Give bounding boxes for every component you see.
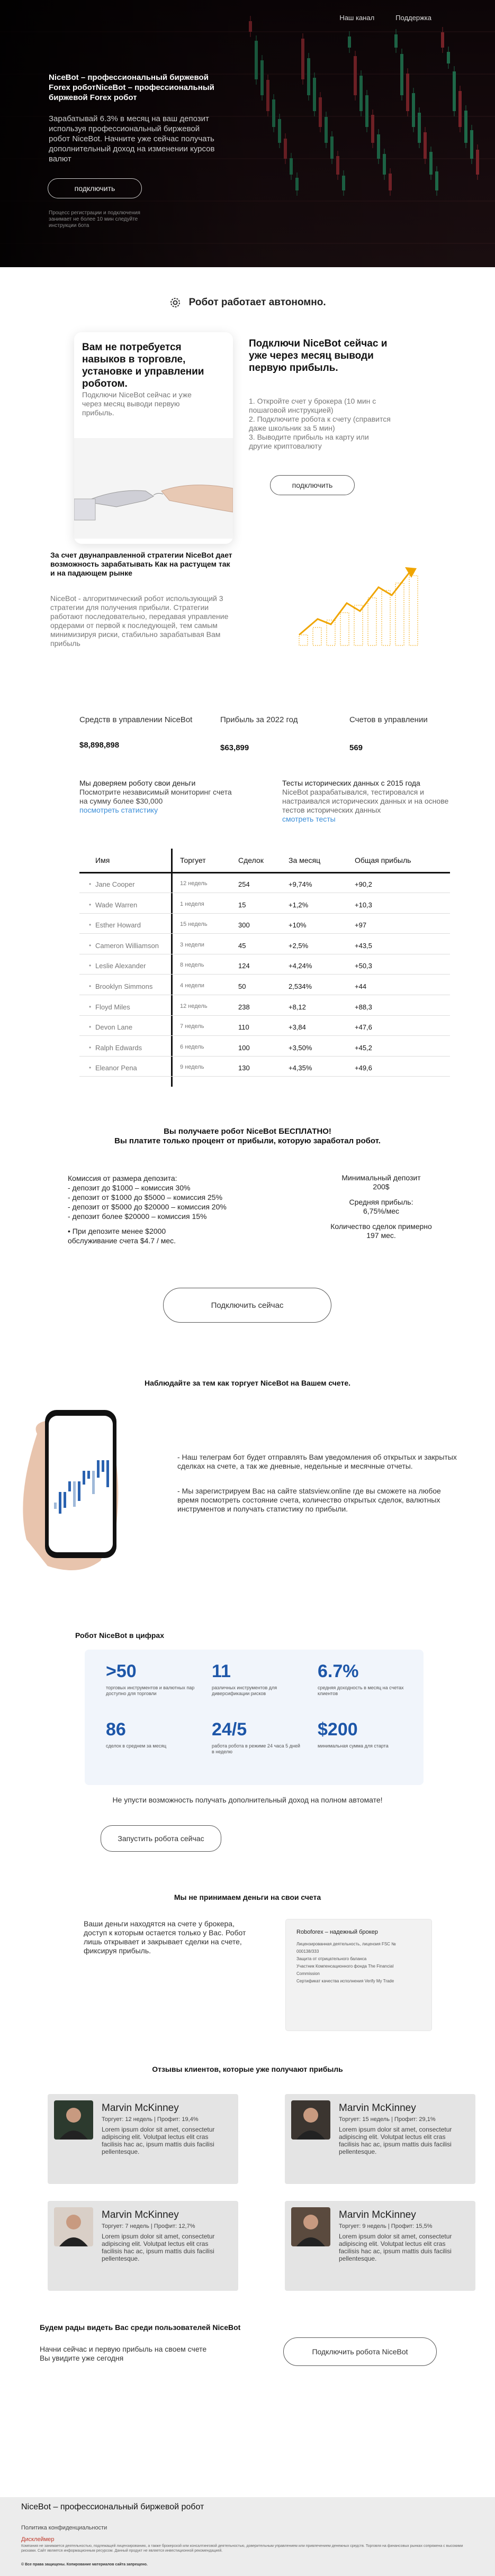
stat-tile <box>212 1661 302 1697</box>
table-cell: +1,2% <box>289 900 309 909</box>
min-deposit-value: 200$ <box>373 1182 390 1191</box>
table-header-rule <box>79 872 450 873</box>
stat-tile-value: 6.7% <box>318 1661 359 1681</box>
review-card <box>48 2201 238 2291</box>
disclaimer-text: Компания не занимается деятельностью, подлежащей лицензированию, а также брокерской или консалтинговой деятельностью, доверительным управлением или привлечением денежных средств. Торговля на финансовых рынках сопряжена с высокими рисками. Сайт является информационным ресурсом. Данный продукт не является инвестиционной рекомендацией. <box>21 2544 463 2553</box>
no-skills-text: Подключи NiceBot сейчас и уже через месяц выводи первую прибыль. <box>82 390 192 417</box>
growth-bar <box>395 583 404 645</box>
table-cell: +49,6 <box>355 1064 372 1072</box>
table-cell: +88,3 <box>355 1003 372 1011</box>
stat-accounts-value: 569 <box>349 743 363 752</box>
table-row <box>79 1060 450 1077</box>
growth-bar <box>368 598 376 645</box>
table-cell: 100 <box>238 1043 250 1052</box>
trust-right <box>282 779 457 824</box>
table-cell: 50 <box>238 982 246 990</box>
hero-note: Процесс регистрации и подключения занимает не более 10 мин следуйте инструкции бота <box>49 210 140 229</box>
connect-now-button[interactable]: Подключить сейчас <box>163 1288 331 1323</box>
stat-tile-value: 24/5 <box>212 1719 247 1740</box>
hero-title: NiceBot – профессиональный биржевой Forex роботNiceBot – профессиональный биржевой Forex робот <box>49 73 214 102</box>
table-cell: +47,6 <box>355 1023 372 1032</box>
numbers-note: Не упусти возможность получать дополнительный доход на полном автомате! <box>112 1796 383 1804</box>
table-header-cell: Сделок <box>238 856 264 864</box>
table-row <box>79 999 450 1016</box>
footer <box>0 2497 495 2576</box>
trust-right-text: NiceBot разрабатывался, тестировался и настраивался исторических данных и на основе тестов исторических данных <box>282 788 449 814</box>
stat-tile-value: >50 <box>106 1661 137 1681</box>
table-header-cell: Торгует <box>180 856 206 864</box>
cta-text: Начни сейчас и первую прибыль на своем счете Вы увидите уже сегодня <box>40 2345 207 2362</box>
table-cell: 15 недель <box>180 921 208 928</box>
strategy-title: За счет двунаправленной стратегии NiceBot дает возможность зарабатывать Как на растущем так и на падающем рынке <box>50 551 232 577</box>
table-cell: +3,84 <box>289 1023 306 1032</box>
table-cell: Eleanor Pena <box>95 1064 137 1072</box>
table-cell: +3,50% <box>289 1043 312 1052</box>
review-text: Lorem ipsum dolor sit amet, consectetur adipiscing elit. Volutpat lectus elit cras facilisis hac ac, ipsum mattis duis facilisi pellentesque. <box>102 2126 215 2155</box>
row-bullet-icon: • <box>89 1023 92 1031</box>
row-bullet-icon: • <box>89 880 92 888</box>
table-cell: 3 недели <box>180 941 204 948</box>
table-cell: +4,24% <box>289 962 312 970</box>
avatar <box>54 2207 93 2246</box>
review-name: Marvin McKinney <box>102 2209 179 2220</box>
no-skills-card <box>74 332 233 544</box>
table-cell: 124 <box>238 962 250 970</box>
table-cell: Esther Howard <box>95 921 141 930</box>
commission-title: Комиссия от размера депозита: <box>68 1174 177 1182</box>
stat-tile-value: 11 <box>212 1661 231 1681</box>
table-row <box>79 937 450 954</box>
table-cell: 8 недель <box>180 962 204 969</box>
avatar <box>291 2100 330 2140</box>
phone-candle <box>97 1460 100 1478</box>
phone-candle <box>87 1471 90 1479</box>
watch-point-1: - Наш телеграм бот будет отправлять Вам уведомления об открытых и закрытых сделках на счете, а так же дневные, недельные и месячные отчеты. <box>177 1453 457 1470</box>
money-title: Мы не принимаем деньги на свои счета <box>174 1893 321 1901</box>
table-row <box>79 1040 450 1057</box>
person-icon <box>54 2100 93 2140</box>
table-cell: +10,3 <box>355 900 372 909</box>
stat-tile <box>106 1719 196 1749</box>
nav-news-link[interactable]: Наш канал <box>339 14 375 22</box>
person-icon <box>54 2207 93 2246</box>
broker-card <box>286 1919 431 2031</box>
table-cell: 15 <box>238 900 246 909</box>
table-row <box>79 897 450 914</box>
table-cell: 1 неделя <box>180 900 204 907</box>
table-cell: Leslie Alexander <box>95 962 146 970</box>
table-cell: Cameron Williamson <box>95 941 159 950</box>
phone-candle <box>102 1460 104 1472</box>
review-name: Marvin McKinney <box>102 2102 179 2114</box>
watch-title: Наблюдайте за тем как торгует NiceBot на Вашем счете. <box>144 1379 351 1387</box>
stat-tile <box>318 1719 408 1749</box>
stat-managed-value: $8,898,898 <box>79 741 120 750</box>
table-cell: +4,35% <box>289 1064 312 1072</box>
free-stats <box>328 1173 434 1240</box>
table-cell: 12 недель <box>180 1003 208 1009</box>
table-cell: 4 недели <box>180 982 204 989</box>
commission-note: • При депозите менее $2000 обслуживание счета $4.7 / мес. <box>68 1227 176 1245</box>
table-cell: 130 <box>238 1064 250 1072</box>
table-cell: 9 недель <box>180 1064 204 1071</box>
review-text: Lorem ipsum dolor sit amet, consectetur adipiscing elit. Volutpat lectus elit cras facilisis hac ac, ipsum mattis duis facilisi pellentesque. <box>339 2126 452 2155</box>
table-cell: 6 недель <box>180 1043 204 1050</box>
table-row <box>79 876 450 893</box>
hero-text: Зарабатывай 6.3% в месяц на ваш депозит используя профессиональный биржевой робот NiceBot. Начните уже сейчас получать дополнительный доход на изменении курсов валют <box>49 114 215 163</box>
table-header-cell: Общая прибыль <box>355 856 411 864</box>
phone-candle <box>73 1481 76 1507</box>
commission-block <box>68 1173 237 1245</box>
table-cell: +97 <box>355 921 367 930</box>
table-cell: +2,5% <box>289 941 309 950</box>
table-cell: 7 недель <box>180 1023 204 1030</box>
row-bullet-icon: • <box>89 1064 92 1072</box>
stat-tile-caption: торговых инструментов и валютных пар доступно для торговли <box>106 1685 195 1696</box>
review-meta: Торгует: 9 недель | Профит: 15,5% <box>339 2223 433 2229</box>
table-row <box>79 958 450 975</box>
trust-left-text: Посмотрите независимый мониторинг счета на сумму более $30,000 <box>79 788 232 805</box>
table-cell: +44 <box>355 982 367 990</box>
stat-profit-label: Прибыль за 2022 год <box>220 715 298 724</box>
hero-connect-button[interactable]: подключить <box>48 178 142 198</box>
numbers-box <box>85 1650 424 1785</box>
growth-bar <box>299 635 308 645</box>
table-cell: 238 <box>238 1003 250 1011</box>
table-row <box>79 917 450 934</box>
connect-nicebot-button[interactable]: Подключить робота NiceBot <box>283 2337 437 2366</box>
stat-tile-value: $200 <box>318 1719 358 1740</box>
stat-tile-caption: средняя доходность в месяц на счетах клиентов <box>318 1685 404 1696</box>
launch-robot-button[interactable]: Запустить робота сейчас <box>101 1825 221 1852</box>
table-row <box>79 1019 450 1036</box>
table-cell: 300 <box>238 921 250 930</box>
table-cell: +10% <box>289 921 307 930</box>
watch-point-2: - Мы зарегистрируем Вас на сайте statsview.online где вы сможете на любое время посмотреть состояние счета, количество открытых сделок, валютных инструментов и получать статистику по прибыли. <box>177 1487 441 1513</box>
deals-value: 197 мес. <box>366 1231 396 1240</box>
broker-lines: Лицензированная деятельность, лицензия FSC № 000138/333 Защита от отрицательного баланса Участник Компенсационного фонда The Financial Commission Сертификат качества исполнения Verify My Trade <box>296 1942 396 1983</box>
row-bullet-icon: • <box>89 1043 92 1051</box>
review-name: Marvin McKinney <box>339 2209 416 2220</box>
table-cell: Floyd Miles <box>95 1003 130 1011</box>
table-cell: +8,12 <box>289 1003 306 1011</box>
phone-candle <box>59 1492 61 1514</box>
money-text: Ваши деньги находятся на счете у брокера, доступ к которым остается только у Вас. Робот лишь открывает и закрывает сделки на счете, фиксируя прибыль. <box>84 1919 246 1955</box>
top-nav <box>339 14 431 22</box>
growth-bar <box>382 590 390 645</box>
table-cell: 110 <box>238 1023 249 1032</box>
growth-chart-illustration <box>294 556 426 651</box>
phone-candle <box>92 1471 95 1494</box>
review-meta: Торгует: 7 недель | Профит: 12,7% <box>102 2223 195 2229</box>
free-subtitle: Вы платите только процент от прибыли, которую заработал робот. <box>114 1136 381 1145</box>
autonomy-title: Робот работает автономно. <box>188 297 326 308</box>
autonomy-heading <box>0 296 495 309</box>
table-cell: Jane Cooper <box>95 880 135 888</box>
hero-section <box>0 0 495 267</box>
phone-candle <box>106 1460 109 1487</box>
growth-bar <box>340 613 349 645</box>
traders-table <box>79 849 450 1087</box>
table-header-cell: За месяц <box>289 856 321 864</box>
row-bullet-icon: • <box>89 962 92 970</box>
review-text: Lorem ipsum dolor sit amet, consectetur adipiscing elit. Volutpat lectus elit cras facilisis hac ac, ipsum mattis duis facilisi pellentesque. <box>102 2233 215 2262</box>
row-bullet-icon: • <box>89 941 92 949</box>
table-cell: 45 <box>238 941 246 950</box>
privacy-policy-link[interactable]: Политика конфиденциальности <box>21 2525 107 2531</box>
stat-tile-caption: сделок в среднем за месяц <box>106 1743 167 1749</box>
table-header <box>79 856 450 870</box>
table-cell: 12 недель <box>180 880 208 887</box>
review-text: Lorem ipsum dolor sit amet, consectetur adipiscing elit. Volutpat lectus elit cras facilisis hac ac, ipsum mattis duis facilisi pellentesque. <box>339 2233 452 2262</box>
deals-label: Количество сделок примерно <box>330 1222 432 1231</box>
growth-bar <box>354 605 363 645</box>
trust-statistics-link[interactable]: посмотреть статистику <box>79 806 158 814</box>
stat-accounts-label: Счетов в управлении <box>349 715 428 724</box>
no-skills-title: Вам не потребуется навыков в торговле, установке и управлении роботом. <box>82 342 204 389</box>
stat-tile-caption: различных инструментов для диверсификации рисков <box>212 1685 277 1696</box>
trust-tests-link[interactable]: смотреть тесты <box>282 815 336 823</box>
stat-profit-value: $63,899 <box>220 743 249 752</box>
copyright: © Все права защищены. Копирование материалов сайта запрещено. <box>21 2563 148 2566</box>
person-icon <box>291 2100 330 2140</box>
review-meta: Торгует: 12 недель | Профит: 19,4% <box>102 2116 199 2123</box>
cta-title: Будем рады видеть Вас среди пользователей NiceBot <box>40 2323 241 2332</box>
phone-candle <box>68 1481 71 1491</box>
trust-left <box>79 779 233 815</box>
connect-card-button[interactable]: подключить <box>270 475 355 495</box>
table-cell: +50,3 <box>355 962 372 970</box>
phone-candle <box>83 1471 85 1485</box>
phone-candle <box>54 1503 57 1509</box>
table-cell: +9,74% <box>289 880 312 888</box>
row-bullet-icon: • <box>89 982 92 990</box>
reviews-title: Отзывы клиентов, которые уже получают прибыль <box>152 2065 343 2073</box>
review-card <box>48 2094 238 2184</box>
disclaimer-title: Дисклеймер <box>21 2536 55 2543</box>
stat-tile <box>212 1719 302 1755</box>
robot-hand-illustration <box>74 438 233 539</box>
stat-tile <box>106 1661 196 1697</box>
row-bullet-icon: • <box>89 900 92 908</box>
table-cell: +45,2 <box>355 1043 372 1052</box>
row-bullet-icon: • <box>89 1003 92 1011</box>
table-cell: 2,534% <box>289 982 312 990</box>
review-name: Marvin McKinney <box>339 2102 416 2114</box>
table-cell: Devon Lane <box>95 1023 133 1032</box>
review-card <box>285 2201 475 2291</box>
min-deposit-label: Минимальный депозит <box>341 1173 421 1182</box>
stat-managed-label: Средств в управлении NiceBot <box>79 715 193 724</box>
growth-bar <box>313 627 321 645</box>
table-cell: 254 <box>238 880 250 888</box>
avg-profit-label: Средняя прибыль: <box>349 1198 413 1206</box>
person-icon <box>291 2207 330 2246</box>
connect-card <box>249 338 408 517</box>
gear-icon <box>169 296 182 309</box>
stat-tile-caption: минимальная сумма для старта <box>318 1743 389 1749</box>
review-card <box>285 2094 475 2184</box>
table-cell: Brooklyn Simmons <box>95 982 153 990</box>
commission-lines: - депозит до $1000 – комиссия 30% - депозит от $1000 до $5000 – комиссия 25% - депозит от $5000 до $20000 – комиссия 20% - депозит более $20000 – комиссия 15% <box>68 1184 227 1221</box>
trust-right-title: Тесты исторических данных с 2015 года <box>282 779 420 787</box>
footer-title: NiceBot – профессиональный биржевой робот <box>21 2502 204 2511</box>
growth-bar <box>409 576 418 645</box>
table-row <box>79 978 450 995</box>
avatar <box>54 2100 93 2140</box>
phone-candle <box>78 1481 80 1501</box>
phone-hand-illustration <box>16 1402 154 1582</box>
table-cell: +43,5 <box>355 941 372 950</box>
trust-left-title: Мы доверяем роботу свои деньги <box>79 779 196 787</box>
stat-tile <box>318 1661 408 1697</box>
broker-title: Roboforex – надежный брокер <box>296 1929 378 1935</box>
table-cell: +90,2 <box>355 880 372 888</box>
free-title: Вы получаете робот NiceBot БЕСПЛАТНО! <box>164 1127 331 1136</box>
nav-support-link[interactable]: Поддержка <box>395 14 431 22</box>
phone-candle <box>64 1492 66 1508</box>
stat-tile-caption: работа робота в режиме 24 часа 5 дней в неделю <box>212 1743 300 1754</box>
stat-tile-value: 86 <box>106 1719 126 1740</box>
review-meta: Торгует: 15 недель | Профит: 29,1% <box>339 2116 436 2123</box>
numbers-title: Робот NiceBot в цифрах <box>75 1631 165 1640</box>
table-header-cell: Имя <box>95 856 110 864</box>
avatar <box>291 2207 330 2246</box>
strategy-text: NiceBot - алгоритмический робот использующий 3 стратегии для получения прибыли. Стратегии работают последовательно, передавая управление ордерами от первой к последующей, тем самым минимизируя риски, стабильно зарабатывая Вам прибыль <box>50 594 229 648</box>
table-cell: Wade Warren <box>95 900 138 909</box>
connect-steps: 1. Откройте счет у брокера (10 мин с пошаговой инструкцией) 2. Подключите робота к счету (справится даже школьник за 5 мин) 3. Выводите прибыль на карту или другие криптовалюту <box>249 397 391 450</box>
connect-title: Подключи NiceBot сейчас и уже через месяц выводи первую прибыль. <box>249 338 388 374</box>
row-bullet-icon: • <box>89 921 92 929</box>
table-cell: Ralph Edwards <box>95 1043 142 1052</box>
avg-profit-value: 6,75%/мес <box>363 1207 399 1215</box>
